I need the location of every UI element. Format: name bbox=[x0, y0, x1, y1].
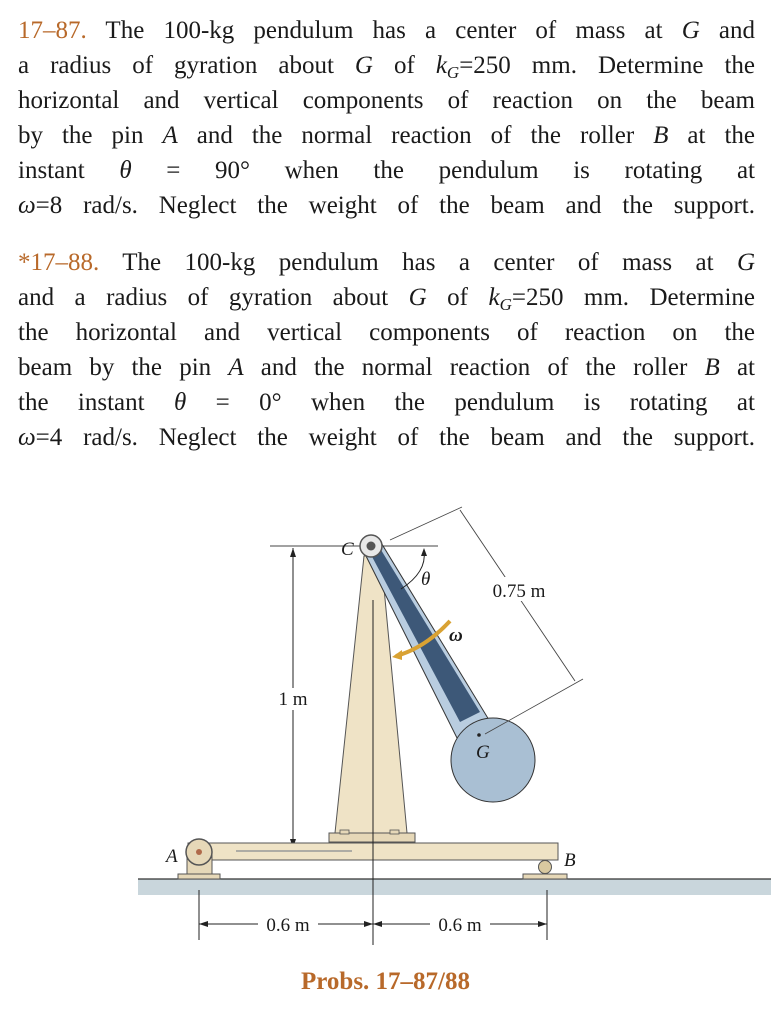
text-segment: θ bbox=[119, 157, 132, 184]
text-segment: a radius of gyration about bbox=[18, 52, 355, 79]
text-segment: and the normal reaction of the roller bbox=[243, 354, 705, 381]
text-segment: The 100-kg pendulum has a center of mass at bbox=[86, 17, 682, 44]
pin-a-center bbox=[196, 849, 202, 855]
height-label: 1 m bbox=[278, 689, 308, 710]
roller-b-plate bbox=[523, 874, 567, 879]
theta-arrowhead bbox=[421, 548, 427, 556]
ground bbox=[138, 879, 771, 895]
label-c: C bbox=[341, 539, 354, 560]
problem-number: *17–88. bbox=[18, 249, 100, 276]
text-segment: = 0° when the pendulum is rotating at bbox=[186, 389, 755, 416]
right-span-label: 0.6 m bbox=[438, 915, 482, 936]
text-segment: G bbox=[446, 63, 460, 82]
text-segment: =8 rad/s. Neglect the weight of the beam and the support. bbox=[35, 192, 755, 219]
text-segment: of bbox=[426, 284, 489, 311]
length-label: 0.75 m bbox=[492, 581, 546, 602]
text-segment: and bbox=[699, 17, 755, 44]
text-segment: The 100-kg pendulum has a center of mass at bbox=[99, 249, 737, 276]
roller-b bbox=[539, 861, 552, 874]
bolt bbox=[340, 830, 349, 834]
text-segment: G bbox=[681, 17, 700, 44]
text-segment: G bbox=[499, 295, 512, 314]
figure-caption: Probs. 17–87/88 bbox=[301, 968, 470, 995]
text-segment: the instant bbox=[18, 389, 174, 416]
text-segment: ω bbox=[18, 424, 36, 451]
bolt bbox=[390, 830, 399, 834]
text-segment: θ bbox=[173, 389, 187, 416]
text-segment: at bbox=[719, 354, 755, 381]
text-segment: horizontal and vertical components of reaction on the beam bbox=[18, 87, 755, 114]
text-segment: k bbox=[435, 52, 447, 79]
text-segment: A bbox=[228, 354, 244, 381]
label-g: G bbox=[476, 742, 490, 763]
problem-number: 17–87. bbox=[18, 17, 87, 44]
text-segment: k bbox=[488, 284, 500, 311]
text-segment: beam by the pin bbox=[18, 354, 229, 381]
label-b: B bbox=[564, 850, 576, 871]
center-of-mass-g bbox=[477, 733, 481, 737]
text-segment: and a radius of gyration about bbox=[18, 284, 409, 311]
label-theta: θ bbox=[421, 569, 431, 590]
pivot-c-center bbox=[367, 542, 376, 551]
text-segment: ω bbox=[18, 192, 36, 219]
text-segment: G bbox=[408, 284, 427, 311]
text-segment: the horizontal and vertical components of reaction on the bbox=[18, 319, 755, 346]
text-segment: =4 rad/s. Neglect the weight of the beam and the support. bbox=[35, 424, 755, 451]
text-segment: = 90° when the pendulum is rotating at bbox=[131, 157, 755, 184]
text-segment: G bbox=[736, 249, 755, 276]
extension-line bbox=[485, 679, 583, 734]
text-segment: =250 mm. Determine bbox=[511, 284, 756, 311]
text-segment: and the normal reaction of the roller bbox=[177, 122, 654, 149]
label-a: A bbox=[166, 846, 178, 867]
label-omega: ω bbox=[449, 625, 463, 646]
text-segment: at the bbox=[668, 122, 755, 149]
left-span-label: 0.6 m bbox=[266, 915, 310, 936]
extension-line bbox=[390, 507, 462, 540]
text-segment: by the pin bbox=[18, 122, 163, 149]
text-segment: =250 mm. Determine the bbox=[459, 52, 756, 79]
pin-a-plate bbox=[178, 874, 220, 879]
text-segment: of bbox=[372, 52, 436, 79]
text-segment: B bbox=[704, 354, 720, 381]
text-segment: instant bbox=[18, 157, 120, 184]
text-segment: G bbox=[354, 52, 373, 79]
omega-arrowhead bbox=[392, 650, 402, 660]
text-segment: B bbox=[653, 122, 669, 149]
pendulum-bob bbox=[451, 718, 535, 802]
text-segment: A bbox=[162, 122, 178, 149]
